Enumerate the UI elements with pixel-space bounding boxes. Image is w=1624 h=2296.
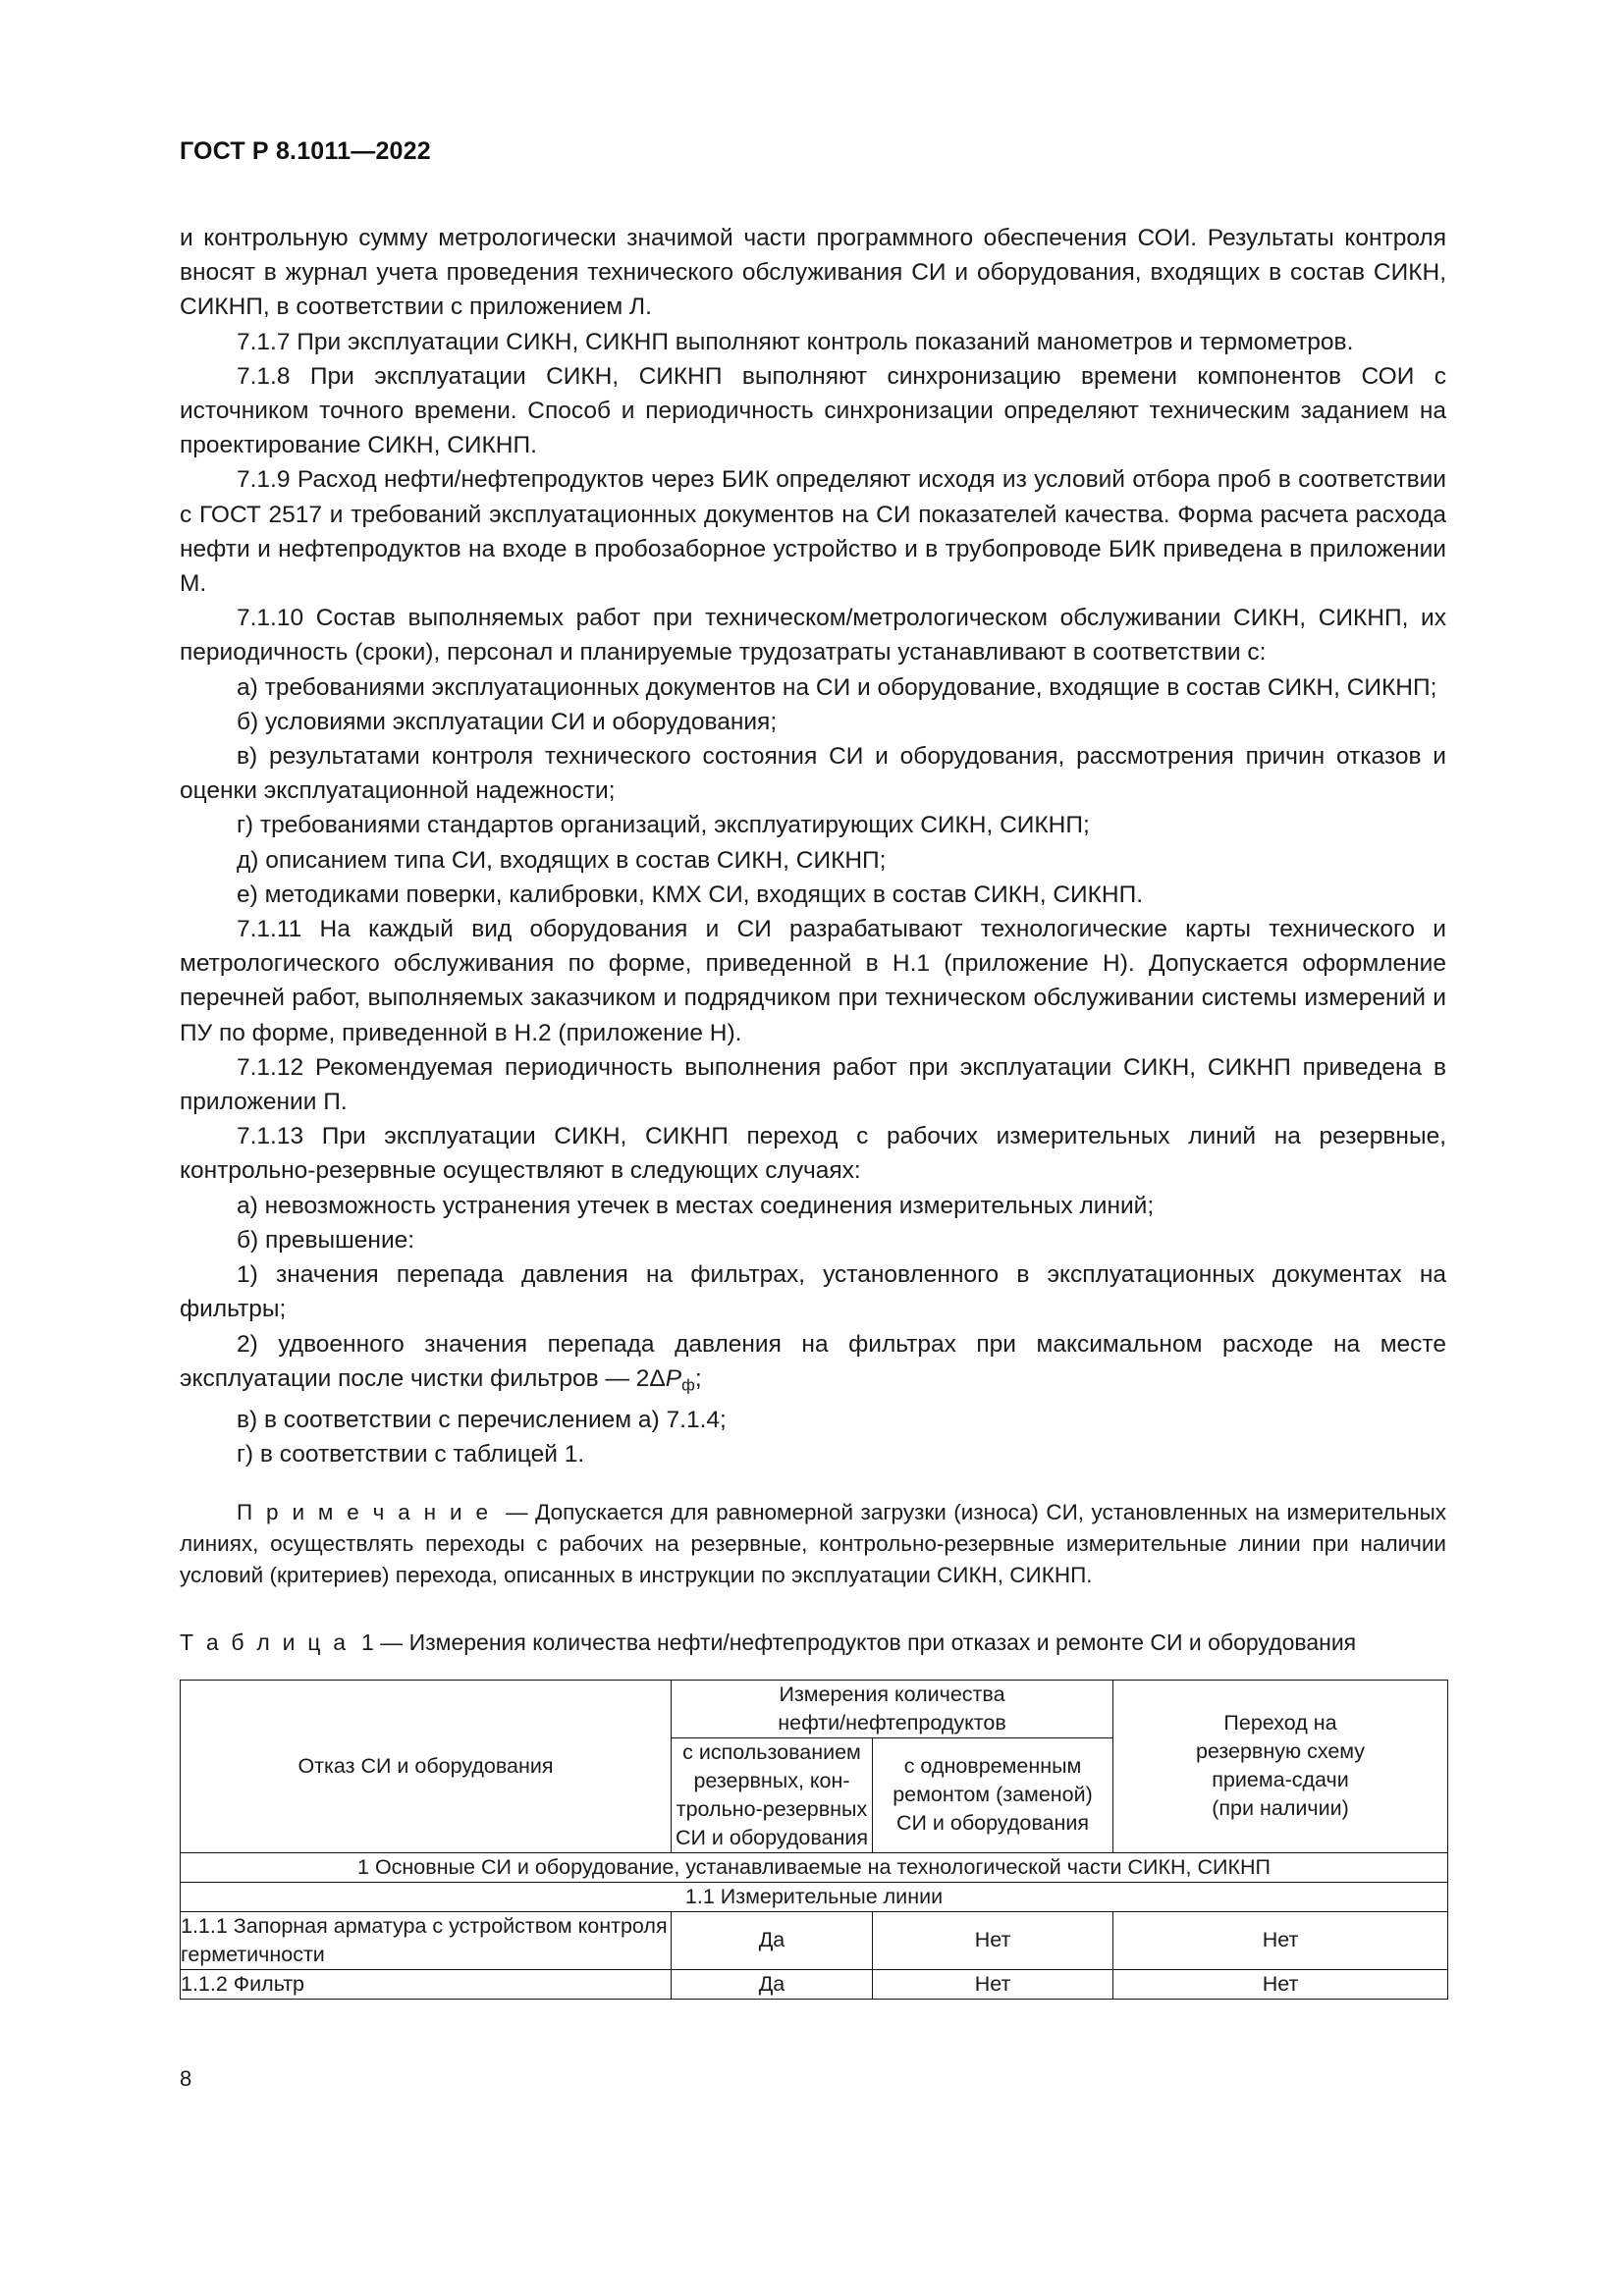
header-measurement-line-1: Измерения количества	[779, 1682, 1005, 1706]
row-name-cell: 1.1.2 Фильтр	[181, 1969, 672, 1999]
spacer-after-caption	[180, 1658, 1446, 1680]
document-header: ГОСТ Р 8.1011—2022	[180, 137, 431, 165]
header-reserve-line-4: СИ и оборудования	[675, 1825, 869, 1849]
note-text: Допускается для равномерной загрузки (износа) СИ, установленных на измерительных линиях, осуществлять переходы с рабочих на резервные, контрольно-резервные измерительные линии при наличии условий (критериев) перехода, описанных в инструкции по эксплуатации СИКН, СИКНП.	[180, 1499, 1446, 1587]
paragraph-7-1-12: 7.1.12 Рекомендуемая периодичность выполнения работ при эксплуатации СИКН, СИКНП приведена в приложении П.	[180, 1053, 1446, 1116]
list-item-d-7-1-10: д) описанием типа СИ, входящих в состав СИКН, СИКНП;	[237, 846, 887, 874]
table-caption-dash: —	[380, 1629, 404, 1655]
header-switch-line-3: приема-сдачи	[1212, 1768, 1349, 1792]
list-item-a-7-1-13: а) невозможность устранения утечек в местах соединения измерительных линий;	[237, 1192, 1155, 1219]
row-switch-cell: Нет	[1113, 1969, 1448, 1999]
paragraph-7-1-10: 7.1.10 Состав выполняемых работ при техническом/метрологическом обслуживании СИКН, СИКНП, их периодичность (сроки), персонал и планируемые трудозатраты устанавливают в соответствии с:	[180, 605, 1446, 667]
paragraph-7-1-13: 7.1.13 При эксплуатации СИКН, СИКНП переход с рабочих измерительных линий на резервные, контрольно-резервные осуществляют в следующих случаях:	[180, 1123, 1446, 1185]
row-name-cell: 1.1.1 Запорная арматура с устройством контроля герметичности	[181, 1911, 672, 1969]
header-reserve-line-3: трольно-резервных	[676, 1796, 868, 1821]
table-section-row-1-1	[181, 1882, 1448, 1911]
section-heading-1: 1 Основные СИ и оборудование, устанавливаемые на технологической части СИКН, СИКНП	[181, 1852, 1448, 1882]
formula-subscript-f: ф	[681, 1375, 695, 1395]
header-measurement-line-2: нефти/нефтепродуктов	[778, 1710, 1006, 1735]
header-reserve-line-1: с использованием	[682, 1739, 861, 1764]
list-item-g-7-1-10: г) требованиями стандартов организаций, эксплуатирующих СИКН, СИКНП;	[237, 812, 1090, 839]
list-item-v-7-1-13: в) в соответствии с перечислением а) 7.1.4;	[237, 1406, 727, 1433]
header-repair-line-2: ремонтом (заменой)	[893, 1783, 1093, 1807]
list-item-g-7-1-13: г) в соответствии с таблицей 1.	[237, 1440, 585, 1468]
header-cell-simultaneous-repair	[873, 1737, 1113, 1852]
table-caption-number: 1	[360, 1629, 374, 1655]
header-cell-measurement-group	[672, 1680, 1113, 1737]
list-item-b-7-1-13: б) превышение:	[237, 1226, 415, 1254]
list-item-v-7-1-10: в) результатами контроля технического состояния СИ и оборудования, рассмотрения причин отказов и оценки эксплуатационной надежности;	[180, 743, 1446, 805]
table-caption-label: Т а б л и ц а	[180, 1629, 350, 1655]
row-switch-cell: Нет	[1113, 1911, 1448, 1969]
spacer-before-caption	[180, 1591, 1446, 1627]
table-1	[180, 1680, 1448, 2000]
paragraph-7-1-8: 7.1.8 При эксплуатации СИКН, СИКНП выполняют синхронизацию времени компонентов СОИ с источником точного времени. Способ и периодичность синхронизации определяют техническим заданием на проектирование СИКН, СИКНП.	[180, 362, 1446, 459]
paragraph-continued: и контрольную сумму метрологически значимой части программного обеспечения СОИ. Результаты контроля вносят в журнал учета проведения технического обслуживания СИ и оборудования, входящих в состав СИКН, СИКНП, в соответствии с приложением Л.	[180, 225, 1446, 321]
formula-delta-p-filter	[665, 1364, 695, 1395]
header-switch-line-1: Переход на	[1223, 1711, 1337, 1735]
row-repair-cell: Нет	[873, 1969, 1113, 1999]
row-reserve-cell: Да	[672, 1969, 873, 1999]
table-section-row-1	[181, 1852, 1448, 1882]
paragraph-7-1-9: 7.1.9 Расход нефти/нефтепродуктов через БИК определяют исходя из условий отбора проб в соответствии с ГОСТ 2517 и требований эксплуатационных документов на СИ показателей качества. Форма расчета расхода нефти и нефтепродуктов на входе в пробозаборное устройство и в трубопроводе БИК приведена в приложении М.	[180, 466, 1446, 598]
list-item-a-7-1-10: а) требованиями эксплуатационных документов на СИ и оборудование, входящие в состав СИКН, СИКНП;	[237, 673, 1437, 701]
page-content	[180, 137, 1446, 2000]
table-caption-text: Измерения количества нефти/нефтепродуктов при отказах и ремонте СИ и оборудования	[408, 1629, 1357, 1655]
list-item-b2-text: 2) удвоенного значения перепада давления на фильтрах при максимальном расходе на месте эксплуатации после чистки фильтров — 2Δ	[180, 1330, 1446, 1392]
list-item-b2-7-1-13	[180, 1327, 1446, 1403]
paragraph-7-1-11: 7.1.11 На каждый вид оборудования и СИ разрабатывают технологические карты технического и метрологического обслуживания по форме, приведенной в Н.1 (приложение Н). Допускается оформление перечней работ, выполняемых заказчиком и подрядчиком при техническом обслуживании системы измерений и ПУ по форме, приведенной в Н.2 (приложение Н).	[180, 916, 1446, 1046]
paragraph-7-1-7: 7.1.7 При эксплуатации СИКН, СИКНП выполняют контроль показаний манометров и термометров.	[237, 328, 1354, 355]
header-cell-switch-scheme	[1113, 1680, 1448, 1852]
header-repair-line-1: с одновременным	[903, 1754, 1082, 1779]
section-heading-1-1: 1.1 Измерительные линии	[181, 1882, 1448, 1911]
header-switch-line-2: резервную схему	[1195, 1739, 1366, 1764]
header-cell-reserve-equipment	[672, 1737, 873, 1852]
header-repair-line-3: СИ и оборудования	[895, 1811, 1090, 1836]
note-dash-wrap	[491, 1500, 535, 1524]
note-dash: —	[506, 1499, 528, 1524]
row-reserve-cell: Да	[672, 1911, 873, 1969]
list-item-b2-tail: ;	[694, 1364, 702, 1392]
header-switch-line-4: (при наличии)	[1212, 1796, 1349, 1821]
header-reserve-line-2: резервных, кон-	[693, 1768, 850, 1792]
list-item-b-7-1-10: б) условиями эксплуатации СИ и оборудования;	[237, 708, 778, 735]
formula-symbol-p: P	[665, 1364, 682, 1392]
table-caption	[180, 1627, 1446, 1658]
page-number: 8	[180, 2066, 192, 2091]
list-item-e-7-1-10: е) методиками поверки, калибровки, КМХ СИ, входящих в состав СИКН, СИКНП.	[237, 881, 1144, 908]
row-repair-cell: Нет	[873, 1911, 1113, 1969]
note-block	[180, 1497, 1446, 1591]
table-row	[181, 1969, 1448, 1999]
header-cell-failure: Отказ СИ и оборудования	[181, 1680, 672, 1852]
note-label: П р и м е ч а н и е	[237, 1499, 492, 1524]
table-header-row-1	[181, 1680, 1448, 1737]
table-row	[181, 1911, 1448, 1969]
list-item-b1-7-1-13: 1) значения перепада давления на фильтрах, установленного в эксплуатационных документах на фильтры;	[180, 1261, 1446, 1323]
spacer-before-note	[180, 1471, 1446, 1497]
